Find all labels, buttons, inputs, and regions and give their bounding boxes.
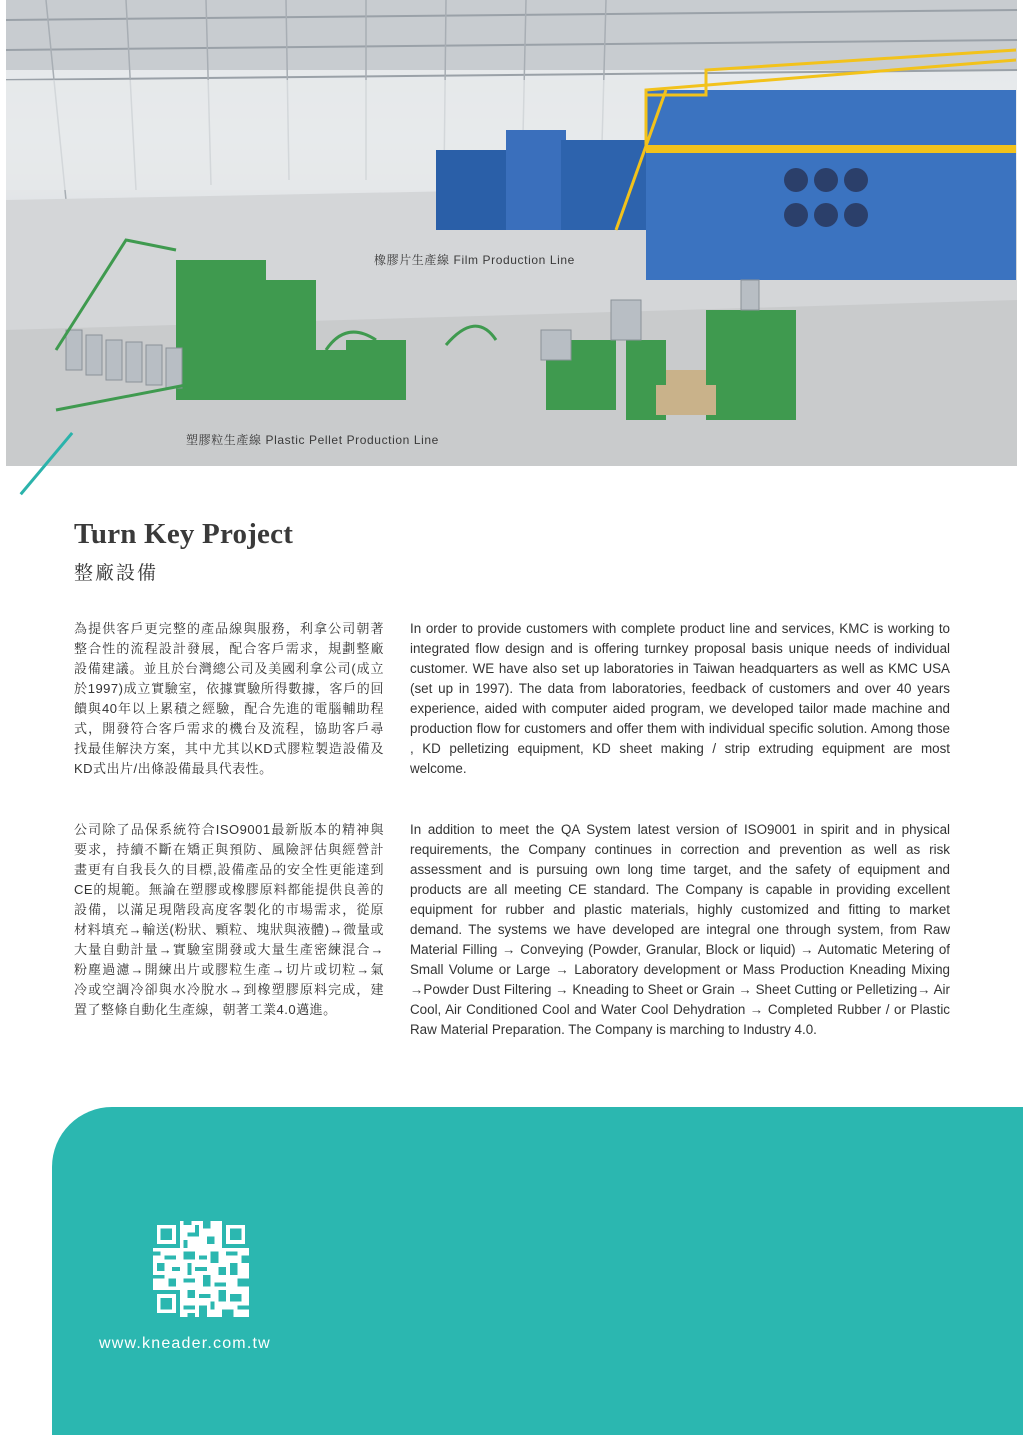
english-paragraph-1: In order to provide customers with complete product line and services, KMC is working to integrated flow design and is offering turnkey proposal basis unique needs of individual customer. WE have also set up laboratories in Taiwan headquarters as well as KMC USA (set up in 1997). The data from laboratories, feedback of customers and over 40 years experience, aided with computer aided program, we developed tailor made machine and production flow for customers and offer them with individual specific solution. Among those , KD pelletizing equipment, KD sheet making / strip extruding equipment are most welcome.: [410, 621, 950, 776]
page-title: Turn Key Project: [74, 518, 294, 550]
film-line-caption: 橡膠片生產線 Film Production Line: [374, 253, 575, 267]
chinese-paragraph-1: 為提供客戶更完整的產品線與服務，利拿公司朝著整合性的流程設計發展，配合客戶需求，規劃整廠設備建議。並且於台灣總公司及美國利拿公司(成立於1997)成立實驗室，依據實驗所得數據，客戶的回饋與40年以上累積之經驗，配合先進的電腦輔助程式，開發符合客戶需求的機台及流程，協助客戶尋找最佳解決方案，其中尤其以KD式膠粒製造設備及KD式出片/出條設備最具代表性。: [74, 621, 384, 776]
website-url-link[interactable]: www.kneader.com.tw: [99, 1335, 271, 1352]
page-subtitle: 整廠設備: [74, 563, 159, 584]
factory-illustration: [6, 0, 1017, 466]
english-paragraph-2: In addition to meet the QA System latest version of ISO9001 in spirit and in physical requirements, the Company continues in correction and prevention as well as risk assessment and is pursuing own long time target, and the safety of equipment and products are all meeting CE standard. The Company is capable in providing excellent equipment for rubber and plastic materials, highly customized and fitting to market demand. The systems we have developed are integral one through system, from Raw Material Filling → Conveying (Powder, Granular, Block or liquid) → Automatic Metering of Small Volume or Large → Laboratory development or Mass Production Kneading Mixing →Powder Dust Filtering → Kneading to Sheet or Grain → Sheet Cutting or Pelletizing→ Air Cool, Air Conditioned Cool and Water Cool Dehydration → Completed Rubber / or Plastic Raw Material Preparation. The Company is marching to Industry 4.0.: [410, 822, 950, 1037]
chinese-paragraph-2: 公司除了品保系統符合ISO9001最新版本的精神與要求，持續不斷在矯正與預防、風險評估與經營計畫更有自我長久的目標,設備產品的安全性更能達到CE的規範。無論在塑膠或橡膠原料都能提供良善的設備，以滿足現階段高度客製化的市場需求，從原材料填充→輸送(粉狀、顆粒、塊狀與液體)→微量或大量自動計量→實驗室開發或大量生產密練混合→粉塵過濾→開練出片或膠粒生產→切片或切粒→氣冷或空調冷卻與水冷脫水→到橡塑膠原料完成，建置了整條自動化生產線，朝著工業4.0邁進。: [74, 822, 384, 1017]
plastic-line-caption: 塑膠粒生產線 Plastic Pellet Production Line: [186, 433, 439, 447]
hero-photo: [6, 0, 1017, 466]
qr-code-icon[interactable]: [153, 1221, 249, 1317]
